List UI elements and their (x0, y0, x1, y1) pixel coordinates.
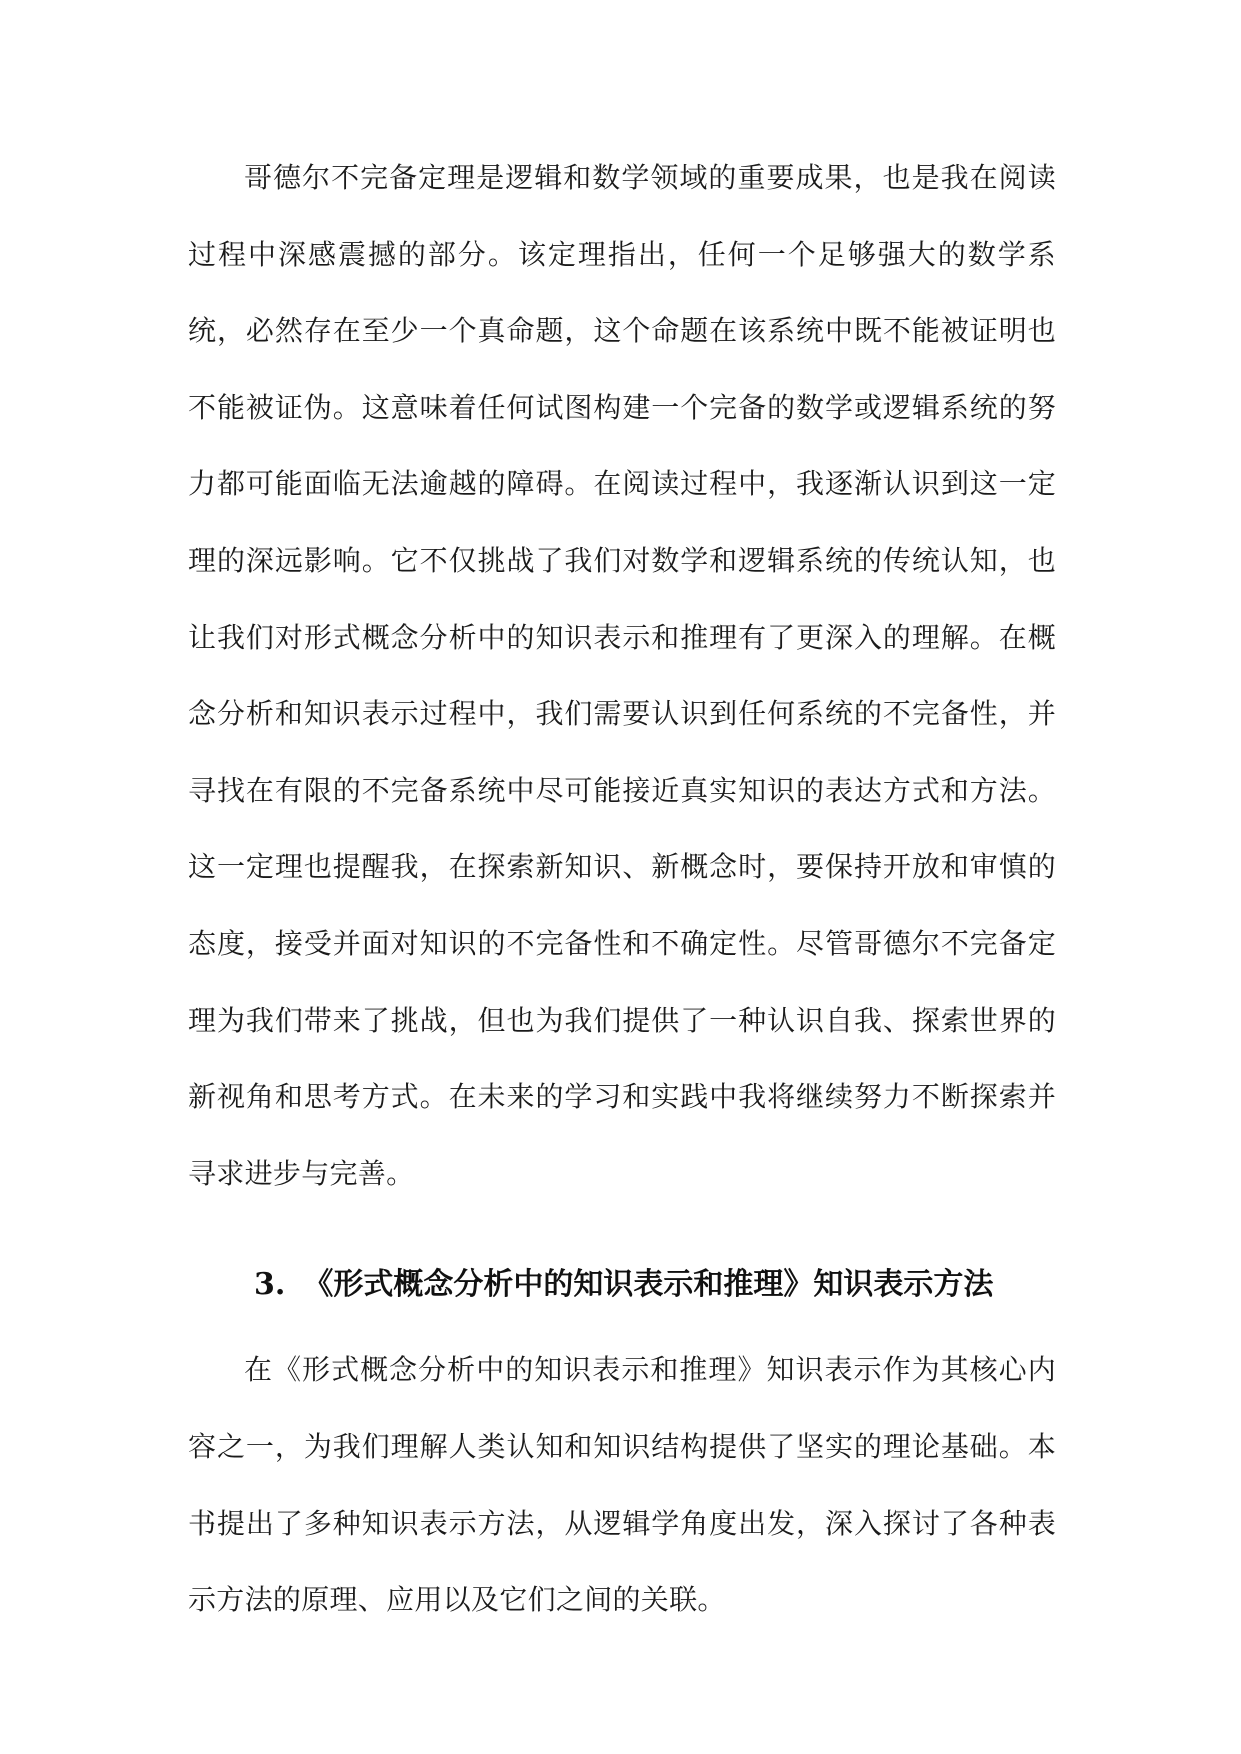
section-number: 3. (254, 1267, 286, 1303)
section-title: 《形式概念分析中的知识表示和推理》知识表示方法 (303, 1267, 994, 1303)
document-body (188, 140, 1056, 1639)
paragraph-goedel-incompleteness: 哥德尔不完备定理是逻辑和数学领域的重要成果，也是我在阅读过程中深感震撼的部分。该定理指出，任何一个足够强大的数学系统，必然存在至少一个真命题，这个命题在该系统中既不能被证明也不能被证伪。这意味着任何试图构建一个完备的数学或逻辑系统的努力都可能面临无法逾越的障碍。在阅读过程中，我逐渐认识到这一定理的深远影响。它不仅挑战了我们对数学和逻辑系统的传统认知，也让我们对形式概念分析中的知识表示和推理有了更深入的理解。在概念分析和知识表示过程中，我们需要认识到任何系统的不完备性，并寻找在有限的不完备系统中尽可能接近真实知识的表达方式和方法。这一定理也提醒我，在探索新知识、新概念时，要保持开放和审慎的态度，接受并面对知识的不完备性和不确定性。尽管哥德尔不完备定理为我们带来了挑战，但也为我们提供了一种认识自我、探索世界的新视角和思考方式。在未来的学习和实践中我将继续努力不断探索并寻求进步与完善。 (188, 161, 1056, 1190)
section-heading (188, 1250, 1056, 1320)
paragraph-knowledge-representation: 在《形式概念分析中的知识表示和推理》知识表示作为其核心内容之一，为我们理解人类认知和知识结构提供了坚实的理论基础。本书提出了多种知识表示方法，从逻辑学角度出发，深入探讨了各种表示方法的原理、应用以及它们之间的关联。 (188, 1353, 1056, 1617)
